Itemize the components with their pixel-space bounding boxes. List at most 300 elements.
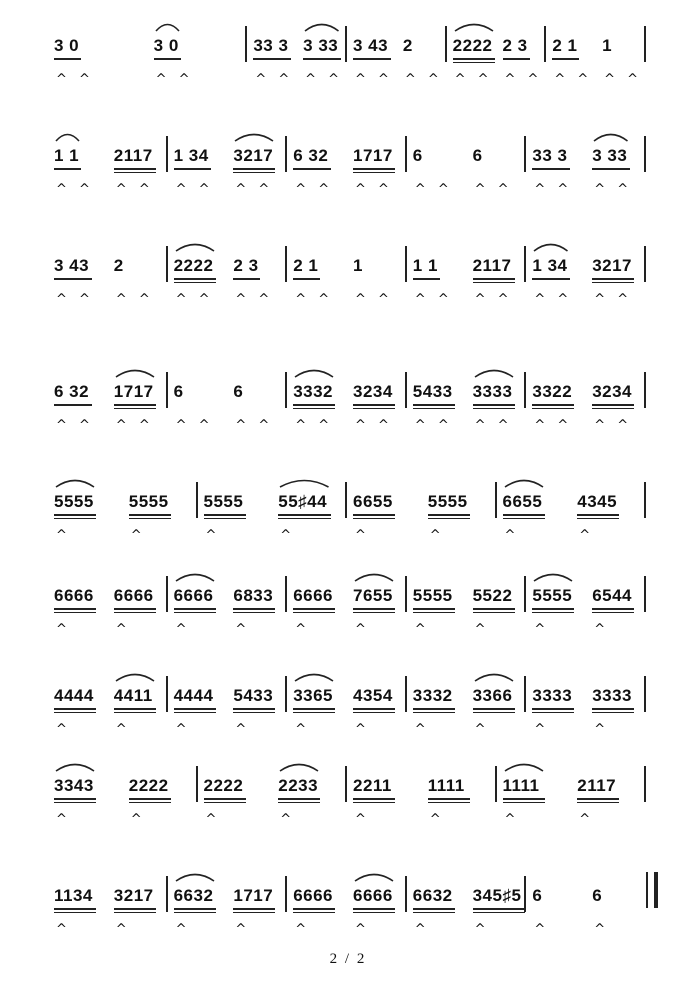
slur-arc (278, 758, 320, 772)
score-system (0, 572, 696, 652)
slur-arc (114, 668, 156, 682)
beam-underline (413, 708, 455, 710)
note-digits: 5433 (233, 686, 274, 705)
beam-underline-double (54, 912, 96, 913)
note-digits: 6666 (293, 586, 334, 605)
slur-arc (174, 868, 216, 882)
note-digits: 6666 (113, 586, 154, 605)
accent-marks: ^ (414, 922, 430, 937)
beam-underline (353, 404, 395, 406)
score-system (0, 872, 696, 952)
beam-underline-double (114, 712, 156, 713)
beam-underline (114, 708, 156, 710)
note-digits: 6 32 (293, 146, 329, 165)
beam-underline (353, 608, 395, 610)
accent-marks: ^ (429, 528, 445, 543)
accent-marks: ^ (235, 722, 251, 737)
beam-underline (174, 168, 212, 170)
barline (285, 136, 287, 172)
beam-underline (503, 798, 545, 800)
beam-underline-double (353, 172, 395, 173)
beam-underline-double (503, 802, 545, 803)
note-digits: 1 (602, 36, 613, 55)
note-digits: 2222 (128, 776, 169, 795)
beam-underline (413, 608, 455, 610)
barline (644, 576, 646, 612)
note-digits: 2 1 (293, 256, 319, 275)
barline (644, 372, 646, 408)
note-digits: 5522 (472, 586, 513, 605)
beam-underline-double (532, 612, 574, 613)
note-digits: 5555 (532, 586, 573, 605)
note-digits: 2 1 (552, 36, 578, 55)
note-digits: 1111 (427, 776, 465, 795)
accent-marks: ^ (504, 812, 520, 827)
accent-marks: ^ (175, 622, 191, 637)
accent-marks: ^ ^ (56, 418, 94, 433)
note-digits: 3217 (113, 886, 154, 905)
note-digits: 1134 (54, 886, 93, 905)
score-system (0, 672, 696, 752)
note-digits: 3333 (532, 686, 573, 705)
beam-underline-double (353, 408, 395, 409)
accent-marks: ^ (355, 528, 370, 543)
accent-marks: ^ ^ (534, 418, 573, 433)
slur-arc (174, 568, 216, 582)
beam-underline (54, 168, 81, 170)
barline (524, 576, 526, 612)
beam-underline-double (353, 712, 395, 713)
accent-marks: ^ (414, 622, 430, 637)
accent-marks: ^ (474, 622, 490, 637)
beam-underline (353, 168, 395, 170)
barline (196, 482, 198, 518)
barline (405, 372, 407, 408)
beam-underline (532, 608, 574, 610)
beam-underline (114, 908, 156, 910)
note-digits: 4444 (54, 686, 94, 705)
barline (285, 372, 287, 408)
beam-underline-double (204, 518, 246, 519)
slur-arc (353, 568, 395, 582)
beam-underline-double (114, 408, 156, 409)
accent-marks: ^ (355, 722, 370, 737)
beam-underline (353, 58, 391, 60)
note-digits: 1717 (233, 886, 274, 905)
note-digits: 3 33 (592, 146, 628, 165)
beam-underline (54, 278, 92, 280)
note-digits: 33 3 (532, 146, 568, 165)
barline (285, 876, 287, 912)
page-number: 2 / 2 (329, 951, 367, 967)
accent-marks: ^ (175, 722, 191, 737)
beam-underline-double (473, 282, 515, 283)
note-digits: 3366 (472, 686, 513, 705)
beam-underline (278, 514, 331, 516)
slur-arc (592, 128, 630, 142)
beam-underline (503, 514, 545, 516)
beam-underline (473, 404, 515, 406)
note-digits: 2 (402, 36, 413, 55)
note-digits: 2117 (577, 776, 617, 795)
accent-marks: ^ (280, 812, 296, 827)
note-digits: 6666 (54, 586, 94, 605)
beam-underline-double (233, 712, 275, 713)
beam-underline (353, 798, 395, 800)
accent-marks: ^ (295, 922, 311, 937)
beam-underline-double (174, 712, 216, 713)
beam-underline-double (278, 802, 320, 803)
note-digits: 1717 (113, 382, 154, 401)
score-system (0, 22, 696, 102)
accent-marks: ^ (474, 722, 490, 737)
beam-underline-double (428, 802, 470, 803)
accent-marks: ^ (280, 528, 296, 543)
beam-underline-double (129, 518, 171, 519)
beam-underline-double (233, 912, 275, 913)
accent-marks: ^ (429, 812, 445, 827)
accent-marks: ^ ^ (56, 182, 94, 197)
note-digits: 2 3 (502, 36, 528, 55)
note-digits: 6655 (353, 492, 393, 511)
accent-marks: ^ (594, 922, 610, 937)
note-digits: 3234 (353, 382, 393, 401)
barline (166, 372, 168, 408)
beam-underline (233, 168, 275, 170)
accent-marks: ^ (235, 922, 251, 937)
beam-underline (532, 708, 574, 710)
beam-underline-double (174, 612, 216, 613)
beam-underline (592, 608, 634, 610)
accent-marks: ^ (579, 528, 595, 543)
note-digits: 2233 (278, 776, 319, 795)
accent-marks: ^ ^ (295, 418, 334, 433)
barline (524, 136, 526, 172)
note-digits: 2222 (452, 36, 493, 55)
barline (345, 482, 347, 518)
accent-marks: ^ ^ (504, 72, 543, 87)
beam-underline (413, 278, 440, 280)
accent-marks: ^ ^ (554, 72, 593, 87)
score-system (0, 242, 696, 322)
beam-underline-double (293, 912, 335, 913)
barline (644, 676, 646, 712)
beam-underline-double (428, 518, 470, 519)
beam-underline-double (532, 408, 574, 409)
slur-arc (503, 758, 545, 772)
barline (166, 246, 168, 282)
accent-marks: ^ ^ (534, 292, 573, 307)
beam-underline (233, 278, 260, 280)
barline (345, 766, 347, 802)
note-digits: 1 1 (54, 146, 80, 165)
accent-marks: ^ ^ (594, 418, 633, 433)
beam-underline-double (114, 912, 156, 913)
note-digits: 33 3 (253, 36, 289, 55)
beam-underline (293, 278, 320, 280)
slur-arc (532, 238, 570, 252)
accent-marks: ^ ^ (355, 72, 393, 87)
accent-marks: ^ ^ (175, 292, 214, 307)
slur-arc (293, 668, 335, 682)
beam-underline (532, 278, 570, 280)
accent-marks: ^ (295, 722, 311, 737)
accent-marks: ^ ^ (474, 292, 513, 307)
note-digits: 2211 (353, 776, 392, 795)
accent-marks: ^ (355, 922, 370, 937)
note-digits: 3217 (233, 146, 274, 165)
beam-underline-double (114, 172, 156, 173)
beam-underline (552, 58, 579, 60)
note-digits: 3 0 (153, 36, 179, 55)
barline (285, 576, 287, 612)
note-digits: 345♯5 (472, 886, 522, 905)
note-digits: 1 1 (412, 256, 438, 275)
beam-underline (592, 404, 634, 406)
accent-marks: ^ (130, 812, 146, 827)
beam-underline (54, 908, 96, 910)
beam-underline (303, 58, 341, 60)
note-digits: 6632 (173, 886, 214, 905)
beam-underline-double (129, 802, 171, 803)
accent-marks: ^ ^ (454, 72, 493, 87)
beam-underline (473, 608, 515, 610)
slur-arc (114, 364, 156, 378)
beam-underline-double (592, 712, 634, 713)
note-digits: 2222 (173, 256, 214, 275)
beam-underline-double (278, 518, 331, 519)
note-digits: 4354 (353, 686, 393, 705)
accent-marks: ^ (534, 722, 550, 737)
barline (285, 246, 287, 282)
beam-underline (592, 168, 630, 170)
accent-marks: ^ ^ (295, 182, 334, 197)
barline (524, 876, 526, 912)
note-digits: 3 0 (54, 36, 80, 55)
beam-underline (413, 404, 455, 406)
slur-arc (54, 474, 96, 488)
beam-underline (353, 514, 395, 516)
accent-marks: ^ ^ (235, 182, 274, 197)
beam-underline-double (413, 612, 455, 613)
note-digits: 6544 (592, 586, 633, 605)
barline (166, 136, 168, 172)
beam-underline-double (114, 612, 156, 613)
accent-marks: ^ (175, 922, 191, 937)
barline (166, 876, 168, 912)
beam-underline (503, 58, 530, 60)
beam-underline-double (453, 62, 495, 63)
beam-underline (129, 514, 171, 516)
accent-marks: ^ ^ (235, 418, 274, 433)
beam-underline (154, 58, 181, 60)
note-digits: 1717 (353, 146, 393, 165)
beam-underline (293, 404, 335, 406)
beam-underline (293, 908, 335, 910)
beam-underline-double (592, 612, 634, 613)
note-digits: 6 (412, 146, 423, 165)
beam-underline-double (413, 408, 455, 409)
note-digits: 6666 (293, 886, 334, 905)
accent-marks: ^ (534, 922, 550, 937)
beam-underline-double (54, 612, 96, 613)
note-digits: 3365 (293, 686, 334, 705)
barline (644, 246, 646, 282)
score-system (0, 478, 696, 558)
accent-marks: ^ ^ (414, 182, 453, 197)
beam-underline-double (473, 408, 515, 409)
beam-underline (473, 908, 526, 910)
note-digits: 3333 (472, 382, 513, 401)
beam-underline-double (353, 802, 395, 803)
barline (495, 766, 497, 802)
beam-underline (293, 708, 335, 710)
final-barline (646, 872, 658, 908)
beam-underline-double (353, 912, 395, 913)
accent-marks: ^ (594, 722, 610, 737)
note-digits: 2 (113, 256, 124, 275)
accent-marks: ^ ^ (414, 292, 453, 307)
note-digits: 5555 (412, 586, 453, 605)
beam-underline (577, 514, 619, 516)
barline (644, 482, 646, 518)
note-digits: 2117 (113, 146, 153, 165)
beam-underline-double (233, 612, 275, 613)
beam-underline (233, 908, 275, 910)
slur-arc (54, 128, 81, 142)
beam-underline-double (174, 282, 216, 283)
note-digits: 6 32 (54, 382, 90, 401)
slur-arc (233, 128, 275, 142)
note-digits: 1 (353, 256, 363, 275)
beam-underline-double (54, 802, 96, 803)
beam-underline (204, 798, 246, 800)
accent-marks: ^ (355, 622, 370, 637)
accent-marks: ^ ^ (534, 182, 573, 197)
beam-underline (428, 798, 470, 800)
accent-marks: ^ ^ (355, 292, 393, 307)
beam-underline (453, 58, 495, 60)
barline (495, 482, 497, 518)
note-digits: 5433 (412, 382, 453, 401)
note-digits: 7655 (353, 586, 393, 605)
accent-marks: ^ ^ (56, 292, 94, 307)
accent-marks: ^ ^ (594, 292, 633, 307)
barline (405, 246, 407, 282)
slur-arc (473, 364, 515, 378)
beam-underline-double (577, 518, 619, 519)
accent-marks: ^ (205, 528, 221, 543)
accent-marks: ^ ^ (474, 182, 513, 197)
slur-arc (154, 18, 181, 32)
note-digits: 4345 (577, 492, 618, 511)
beam-underline (353, 908, 395, 910)
accent-marks: ^ (130, 528, 146, 543)
slur-arc (174, 238, 216, 252)
barline (544, 26, 546, 62)
slur-arc (473, 668, 515, 682)
accent-marks: ^ (56, 922, 71, 937)
barline (166, 576, 168, 612)
accent-marks: ^ ^ (235, 292, 274, 307)
beam-underline (473, 278, 515, 280)
barline (245, 26, 247, 62)
note-digits: 1111 (502, 776, 540, 795)
beam-underline (174, 278, 216, 280)
note-digits: 6 (173, 382, 184, 401)
note-digits: 2222 (203, 776, 244, 795)
slur-arc (278, 474, 331, 488)
beam-underline (129, 798, 171, 800)
note-digits: 3332 (293, 382, 334, 401)
beam-underline-double (233, 172, 275, 173)
barline (644, 766, 646, 802)
barline (524, 372, 526, 408)
beam-underline-double (293, 712, 335, 713)
beam-underline-double (54, 518, 96, 519)
note-digits: 6 (472, 146, 483, 165)
beam-underline (54, 58, 81, 60)
beam-underline-double (204, 802, 246, 803)
note-digits: 5555 (203, 492, 244, 511)
accent-marks: ^ (355, 812, 370, 827)
accent-marks: ^ (235, 622, 251, 637)
slur-arc (353, 868, 395, 882)
accent-marks: ^ ^ (404, 72, 443, 87)
note-digits: 6 (532, 886, 543, 905)
beam-underline-double (592, 408, 634, 409)
beam-underline-double (174, 912, 216, 913)
note-digits: 1 34 (173, 146, 209, 165)
note-digits: 4444 (173, 686, 214, 705)
note-digits: 4411 (113, 686, 153, 705)
note-digits: 6655 (502, 492, 543, 511)
note-digits: 3 43 (54, 256, 90, 275)
beam-underline (174, 608, 216, 610)
slur-arc (453, 18, 495, 32)
barline (524, 676, 526, 712)
note-digits: 6632 (412, 886, 453, 905)
beam-underline (54, 514, 96, 516)
beam-underline-double (473, 712, 515, 713)
barline (405, 876, 407, 912)
score-system (0, 132, 696, 212)
beam-underline (592, 278, 634, 280)
beam-underline-double (592, 282, 634, 283)
note-digits: 5555 (427, 492, 468, 511)
beam-underline (253, 58, 291, 60)
note-digits: 3217 (592, 256, 633, 275)
accent-marks: ^ ^ (255, 72, 294, 87)
beam-underline-double (577, 802, 619, 803)
accent-marks: ^ ^ (355, 418, 393, 433)
note-digits: 3 33 (303, 36, 339, 55)
accent-marks: ^ (56, 722, 71, 737)
accent-marks: ^ (295, 622, 311, 637)
accent-marks: ^ ^ (305, 72, 344, 87)
note-digits: 6666 (173, 586, 214, 605)
accent-marks: ^ (474, 922, 490, 937)
accent-marks: ^ ^ (175, 182, 214, 197)
beam-underline (114, 608, 156, 610)
barline (405, 576, 407, 612)
note-digits: 3 43 (353, 36, 389, 55)
accent-marks: ^ (594, 622, 610, 637)
beam-underline (174, 908, 216, 910)
beam-underline (532, 168, 570, 170)
note-digits: 3343 (54, 776, 94, 795)
accent-marks: ^ (115, 622, 131, 637)
